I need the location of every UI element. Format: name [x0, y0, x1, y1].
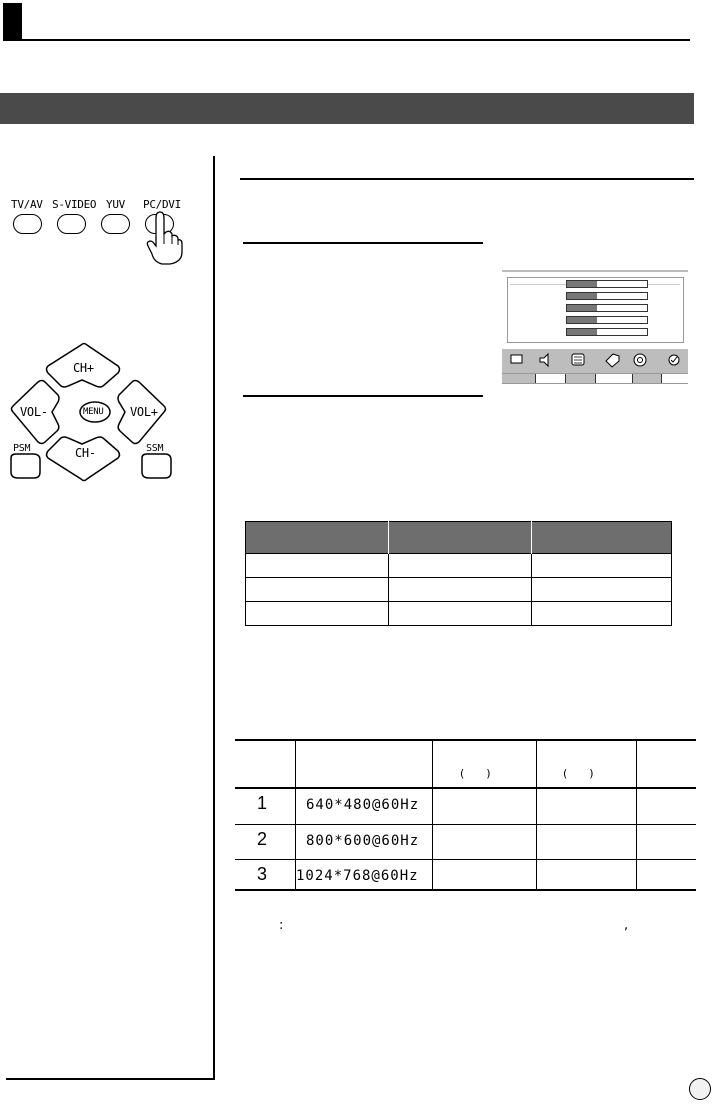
osd-menu [502, 270, 688, 390]
modes-table-col-rule-2 [432, 739, 433, 890]
yuv-button[interactable] [101, 214, 130, 234]
monitor-icon[interactable] [511, 355, 522, 363]
vol-up-label: VOL+ [130, 405, 158, 419]
source-table-header-cell-3 [532, 522, 672, 554]
header-rule [22, 39, 690, 41]
tag-icon[interactable] [606, 354, 619, 367]
mode-row-2-resolution: 800*600@60Hz [306, 833, 420, 849]
source-table-cell [389, 578, 532, 602]
subsection-rule-bottom [243, 395, 483, 397]
osd-bottom-tab-1 [502, 374, 536, 383]
note-colon: : [279, 918, 284, 933]
modes-table-col-rule-3 [536, 739, 537, 890]
osd-bar-5-fill [567, 329, 597, 335]
osd-bar-1 [566, 280, 648, 288]
osd-bottom-tab-3 [632, 374, 662, 383]
check-icon[interactable] [669, 355, 679, 365]
osd-bar-1-fill [567, 281, 597, 287]
s-video-label: S-VIDEO [52, 198, 97, 211]
ch-down-label: CH- [75, 446, 96, 460]
note-comma: , [624, 918, 629, 933]
osd-bar-2-fill [567, 293, 597, 299]
modes-table-top-rule [235, 739, 696, 741]
osd-bar-5 [566, 328, 648, 336]
source-table-row [246, 578, 672, 602]
sidebar-bottom-rule [6, 1078, 215, 1080]
gear-icon[interactable] [634, 354, 646, 366]
source-table-cell [389, 602, 532, 626]
source-table-cell [532, 554, 672, 578]
section-banner [0, 93, 694, 124]
sidebar-divider [213, 156, 215, 1080]
menu-label: MENU [83, 407, 104, 417]
ssm-label: SSM [146, 443, 164, 454]
ch-up-label: CH+ [73, 361, 94, 375]
subsection-rule-top [243, 242, 483, 244]
modes-table-header-rule [235, 787, 696, 789]
vol-down-label: VOL- [20, 405, 48, 419]
source-table-cell [532, 602, 672, 626]
psm-label: PSM [13, 443, 31, 454]
pc-dvi-label: PC/DVI [143, 198, 181, 211]
modes-header-paren-1: ( ) [460, 767, 491, 780]
ssm-button[interactable] [142, 454, 171, 478]
tv-av-label: TV/AV [11, 198, 43, 211]
modes-table-row-rule-1 [235, 824, 696, 825]
source-table-row [246, 554, 672, 578]
modes-table-row-rule-2 [235, 859, 696, 860]
clock-icon[interactable] [572, 354, 584, 365]
psm-button[interactable] [11, 454, 40, 478]
mode-row-2-num: 2 [257, 829, 268, 849]
source-table-header-cell-2 [389, 522, 532, 554]
source-table-cell [246, 554, 389, 578]
osd-bottom-tab-2 [565, 374, 596, 383]
finger-icon [138, 210, 188, 266]
modes-header-paren-2: ( ) [563, 767, 594, 780]
osd-bar-4-fill [567, 317, 597, 323]
modes-table-col-rule-4 [636, 739, 637, 890]
speaker-icon[interactable] [540, 354, 548, 366]
osd-bar-3 [566, 304, 648, 312]
mode-row-3-num: 3 [257, 864, 268, 884]
source-table-header [246, 522, 672, 554]
source-table-cell [389, 554, 532, 578]
tv-av-button[interactable] [13, 214, 42, 234]
content-top-rule [240, 178, 694, 180]
source-table-cell [532, 578, 672, 602]
source-table-cell [246, 602, 389, 626]
mode-row-1-resolution: 640*480@60Hz [306, 797, 420, 813]
source-table-row [246, 602, 672, 626]
source-table-header-cell-1 [246, 522, 389, 554]
mode-row-1-num: 1 [257, 793, 268, 813]
yuv-label: YUV [106, 198, 125, 211]
osd-bar-3-fill [567, 305, 597, 311]
source-table [245, 521, 672, 626]
page-number-circle [689, 1078, 711, 1100]
osd-bar-4 [566, 316, 648, 324]
mode-row-3-resolution: 1024*768@60Hz [296, 868, 419, 884]
modes-table-bottom-rule [235, 889, 696, 891]
source-table-cell [246, 578, 389, 602]
header-tab [3, 3, 22, 41]
osd-bar-2 [566, 292, 648, 300]
osd-top-rule [502, 270, 688, 272]
s-video-button[interactable] [57, 214, 86, 234]
osd-tab-icons [502, 349, 688, 373]
